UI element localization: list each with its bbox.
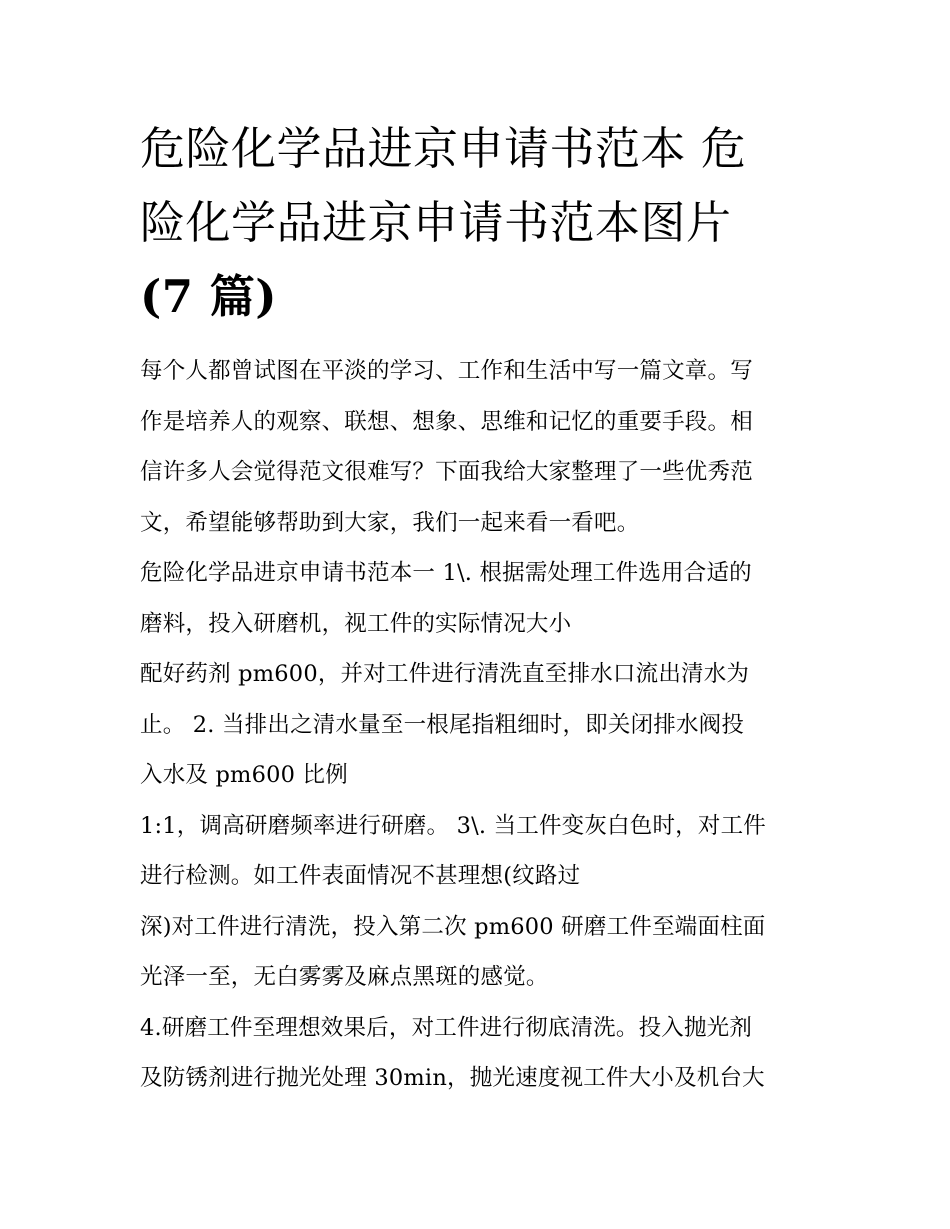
text-line: 作是培养人的观察、联想、想象、思维和记忆的重要手段。相 <box>140 408 753 435</box>
text-line: 止。 2. 当排出之清水量至一根尾指粗细时，即关闭排水阀投 <box>140 711 745 738</box>
text-line: 及防锈剂进行抛光处理 30min，抛光速度视工件大小及机台大 <box>140 1065 765 1091</box>
title-line-1: 危险化学品进京申请书范本 危 <box>140 122 747 175</box>
text-line: 4.研磨工件至理想效果后，对工件进行彻底清洗。投入抛光剂 <box>140 1014 753 1041</box>
text-line: 每个人都曾试图在平淡的学习、工作和生活中写一篇文章。写 <box>140 358 753 384</box>
text-line: 光泽一至，无白雾雾及麻点黑斑的感觉。 <box>140 964 549 990</box>
text-line: 1:1，调高研磨频率进行研磨。 3\. 当工件变灰白色时，对工件 <box>140 812 766 839</box>
document-body <box>140 112 820 1104</box>
text-line: 危险化学品进京申请书范本一 1\. 根据需处理工件选用合适的 <box>140 560 752 586</box>
text-line: 深)对工件进行清洗，投入第二次 pm600 研磨工件至端面柱面 <box>140 913 766 940</box>
text-line: 配好药剂 pm600，并对工件进行清洗直至排水口流出清水为 <box>140 661 750 687</box>
document-title <box>140 112 820 334</box>
text-line: 文，希望能够帮助到大家，我们一起来看一看吧。 <box>140 509 640 536</box>
title-line-2: 险化学品进京申请书范本图片 <box>140 196 732 249</box>
text-line: 进行检测。如工件表面情况不甚理想(纹路过 <box>140 863 581 889</box>
text-line: 入水及 pm600 比例 <box>140 762 348 788</box>
text-lines <box>140 346 820 1104</box>
text-line: 信许多人会觉得范文很难写？下面我给大家整理了一些优秀范 <box>140 459 753 485</box>
title-line-3: (7 篇) <box>140 270 278 323</box>
text-line: 磨料，投入研磨机，视工件的实际情况大小 <box>140 610 572 637</box>
